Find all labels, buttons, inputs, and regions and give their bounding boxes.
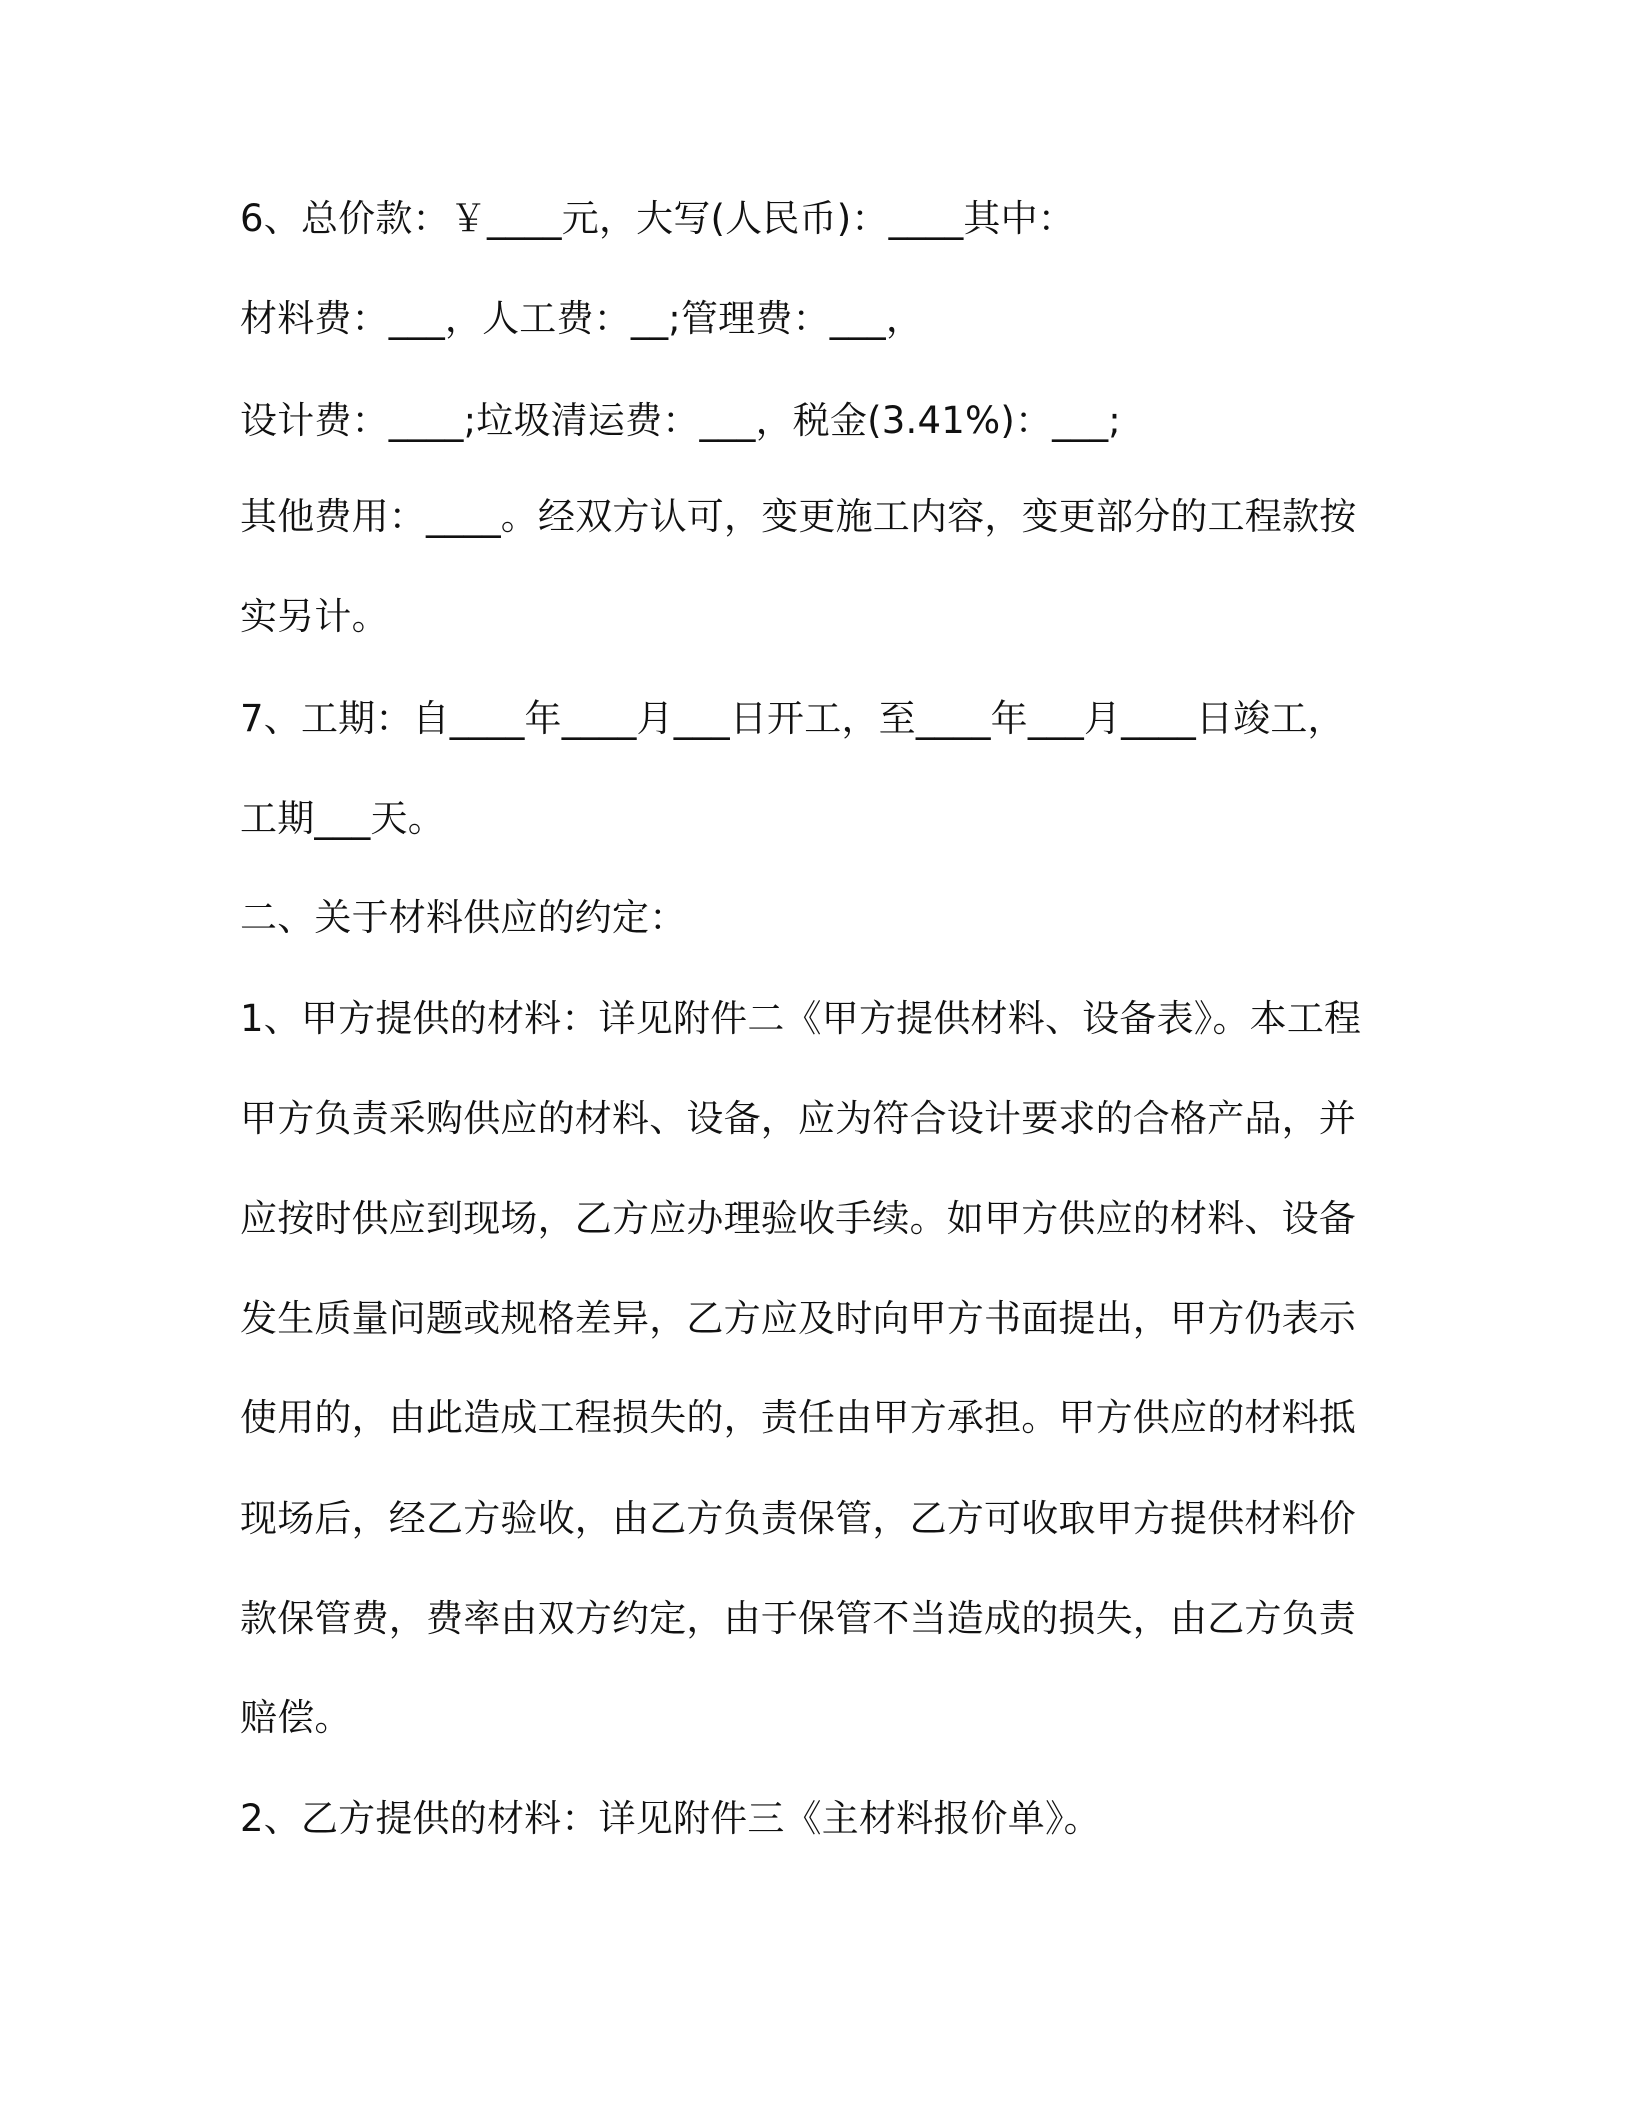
section-2-heading: 二、关于材料供应的约定： — [240, 896, 687, 939]
clause-1-line-2: 甲方负责采购供应的材料、设备，应为符合设计要求的合格产品，并 — [240, 1097, 1356, 1140]
clause-1-line-8: 赔偿。 — [240, 1696, 352, 1739]
clause-7-duration: 工期___天。 — [240, 797, 445, 840]
clause-1-line-3: 应按时供应到现场，乙方应办理验收手续。如甲方供应的材料、设备 — [240, 1197, 1356, 1240]
fee-line-design-tax: 设计费：____;垃圾清运费：___，税金(3.41%)：___; — [240, 399, 1121, 442]
clause-1-line-6: 现场后，经乙方验收，由乙方负责保管，乙方可收取甲方提供材料价 — [240, 1497, 1356, 1540]
clause-2-line-1: 2、乙方提供的材料：详见附件三《主材料报价单》。 — [240, 1797, 1101, 1840]
clause-1-line-1: 1、甲方提供的材料：详见附件二《甲方提供材料、设备表》。本工程 — [240, 997, 1362, 1040]
fee-line-other: 其他费用：____。经双方认可，变更施工内容，变更部分的工程款按 — [240, 495, 1357, 538]
clause-7-schedule: 7、工期：自____年____月___日开工，至____年___月____日竣工， — [240, 697, 1345, 740]
fee-line-other-cont: 实另计。 — [240, 595, 389, 638]
clause-1-line-5: 使用的，由此造成工程损失的，责任由甲方承担。甲方供应的材料抵 — [240, 1396, 1356, 1439]
clause-1-line-7: 款保管费，费率由双方约定，由于保管不当造成的损失，由乙方负责 — [240, 1597, 1356, 1640]
clause-1-line-4: 发生质量问题或规格差异，乙方应及时向甲方书面提出，甲方仍表示 — [240, 1297, 1356, 1340]
fee-line-materials-labor: 材料费：___，人工费：__;管理费：___， — [240, 297, 924, 340]
clause-6-total-price: 6、总价款：￥____元，大写(人民币)：____其中： — [240, 197, 1076, 240]
